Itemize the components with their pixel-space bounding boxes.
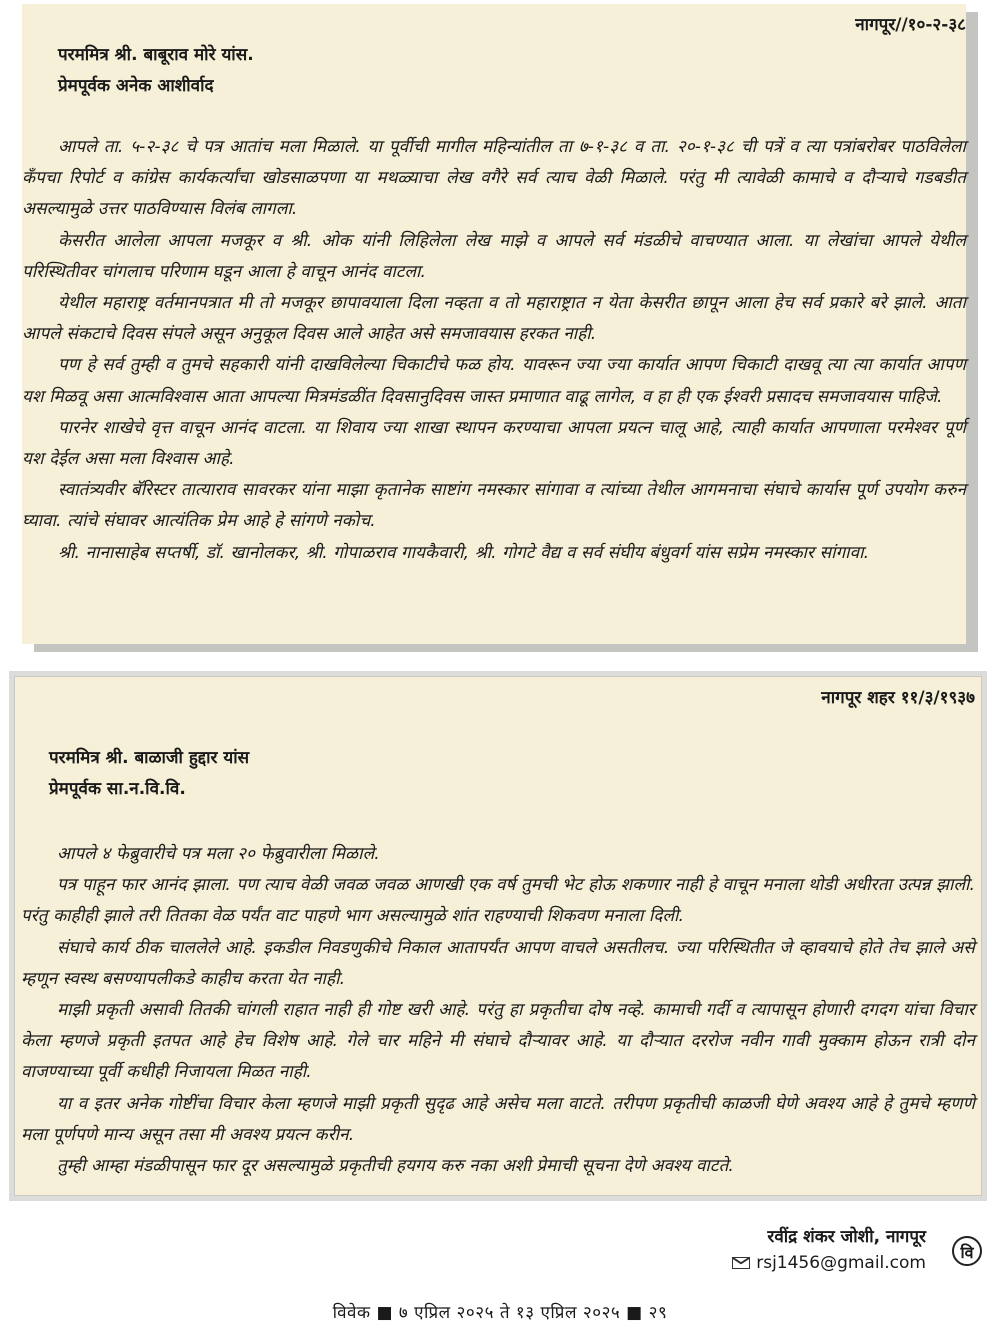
paragraph: पण हे सर्व तुम्ही व तुमचे सहकारी यांनी दाखविलेल्या चिकाटीचे फळ होय. यावरून ज्या ज्या कार्यात आपण चिकाटी दाखवू त्या त्या कार्यात आपण यश मिळवू असा आत्मविश्वास आता आपल्या मित्रमंडळींत दिवसानुदिवस जास्त प्रमाणात वाढू लागेल, व हा ही एक ईश्वरी प्रसादच समजावयास पाहिजे. [22, 355, 966, 407]
paragraph: संघाचे कार्य ठीक चाललेले आहे. इकडील निवडणुकीचे निकाल आतापर्यंत आपण वाचले असतीलच. ज्या परिस्थितीत जे व्हावयाचे होते तेच झाले असे म्हणून स्वस्थ बसण्यापलीकडे काहीच करता येत नाही. [21, 937, 975, 989]
letter-1 [22, 4, 966, 644]
paragraph: श्री. नानासाहेब सप्तर्षी, डॉ. खानोलकर, श्री. गोपाळराव गायकैवारी, श्री. गोगटे वैद्य व सर्व संघीय बंधुवर्ग यांस सप्रेम नमस्कार सांगावा. [58, 542, 870, 563]
paragraph: आपले ता. ५-२-३८ चे पत्र आतांच मला मिळाले. या पूर्वीची मागील महिन्यांतील ता ७-१-३८ व ता. २०-१-३८ ची पत्रें व त्या पत्रांबरोबर पाठविलेला कँपचा रिपोर्ट व कांग्रेस कार्यकर्त्यांचा खोडसाळपणा या मथळ्याचा लेख वगैरे सर्व त्याच वेळी मिळाले. परंतु मी त्यावेळी कामाचे व दौऱ्याचे गडबडीत असल्यामुळे उत्तर पाठविण्यास विलंब लागला. [22, 137, 966, 220]
paragraph: केसरीत आलेला आपला मजकूर व श्री. ओक यांनी लिहिलेला लेख माझे व आपले सर्व मंडळीचे वाचण्यात आला. या लेखांचा आपले येथील परिस्थितीवर चांगलाच परिणाम घडून आला हे वाचून आनंद वाटला. [22, 230, 966, 282]
letter-2-addressee: परममित्र श्री. बाळाजी हुद्दार यांस [49, 748, 250, 768]
letter-2-greeting: प्रेमपूर्वक सा.न.वि.वि. [49, 779, 186, 799]
paragraph: पारनेर शाखेचे वृत्त वाचून आनंद वाटला. या शिवाय ज्या शाखा स्थापन करण्याचा आपला प्रयत्न चालू आहे, त्याही कार्यात आपणाला परमेश्वर पूर्ण यश देईल असा मला विश्वास आहे. [22, 417, 967, 470]
author-name: रवींद्र शंकर जोशी, नागपूर [767, 1227, 926, 1247]
paragraph: येथील महाराष्ट्र वर्तमानपत्रात मी तो मजकूर छापावयाला दिला नव्हता व तो महाराष्ट्रात न येता केसरीत छापून आला हेच सर्व प्रकारे बरे झाले. आता आपले संकटाचे दिवस संपले असून अनुकूल दिवस आले आहेत असे समजावयास हरकत नाही. [22, 293, 966, 345]
letter-2-date: नागपूर शहर ११/३/१९३७ [821, 688, 975, 708]
author-email-row [732, 1250, 926, 1276]
letter-1-date: नागपूर//१०-२-३८ [855, 15, 966, 35]
paragraph: तुम्ही आम्हा मंडळीपासून फार दूर असल्यामुळे प्रकृतीची हयगय करु नका अशी प्रेमाची सूचना देणे अवश्य वाटते. [57, 1156, 734, 1177]
paragraph: या व इतर अनेक गोष्टींचा विचार केला म्हणजे माझी प्रकृती सुदृढ आहे असेच मला वाटते. तरीपण प्रकृतीची काळजी घेणे अवश्य आहे हे तुमचे म्हणणे मला पूर्णपणे मान्य असून तसा मी अवश्य प्रयत्न करीन. [21, 1093, 975, 1145]
letter-2-body [21, 839, 975, 1182]
letter-2 [14, 676, 982, 1196]
author-credit [732, 1224, 926, 1276]
paragraph: स्वातंत्र्यवीर बॅरिस्टर तात्याराव सावरकर यांना माझा कृतानेक साष्टांग नमस्कार सांगावा व त्यांच्या तेथील आगमनाचा संघाचे कार्यास पूर्ण उपयोग करुन घ्यावा. त्यांचे संघावर आत्यंतिक प्रेम आहे हे सांगणे नकोच. [22, 480, 966, 532]
vivek-logo-icon: वि [952, 1236, 982, 1266]
author-email[interactable]: rsj1456@gmail.com [756, 1253, 926, 1273]
paragraph: पत्र पाहून फार आनंद झाला. पण त्याच वेळी जवळ जवळ आणखी एक वर्ष तुमची भेट होऊ शकणार नाही हे वाचून मनाला थोडी अधीरता उत्पन्न झाली. परंतु काहीही झाले तरी तितका वेळ पर्यंत वाट पाहणे भाग असल्यामुळे शांत राहण्याची शिकवण मनाला दिली. [21, 875, 975, 927]
letter-2-salutation [49, 743, 249, 805]
page-footer: विवेक ■ ७ एप्रिल २०२५ ते १३ एप्रिल २०२५ ■ २९ [332, 1303, 668, 1323]
letter-1-addressee: परममित्र श्री. बाबूराव मोरे यांस. [58, 45, 254, 65]
mail-icon [732, 1257, 750, 1269]
letter-1-greeting: प्रेमपूर्वक अनेक आशीर्वाद [58, 76, 214, 96]
paragraph: माझी प्रकृती असावी तितकी चांगली राहात नाही ही गोष्ट खरी आहे. परंतु हा प्रकृतीचा दोष नव्हे. कामाची गर्दी व त्यापासून होणारी दगदग यांचा विचार केला म्हणजे प्रकृती इतपत आहे हेच विशेष आहे. गेले चार महिने मी संघाचे दौऱ्यावर आहे. या दौऱ्यात दररोज नवीन गावी मुक्काम होऊन रात्री दोन वाजण्याच्या पूर्वी कधीही निजायला मिळत नाही. [21, 1000, 975, 1083]
letter-1-body [22, 132, 966, 569]
paragraph: आपले ४ फेब्रुवारीचे पत्र मला २० फेब्रुवारीला मिळाले. [57, 844, 380, 864]
letter-1-salutation [58, 40, 254, 102]
